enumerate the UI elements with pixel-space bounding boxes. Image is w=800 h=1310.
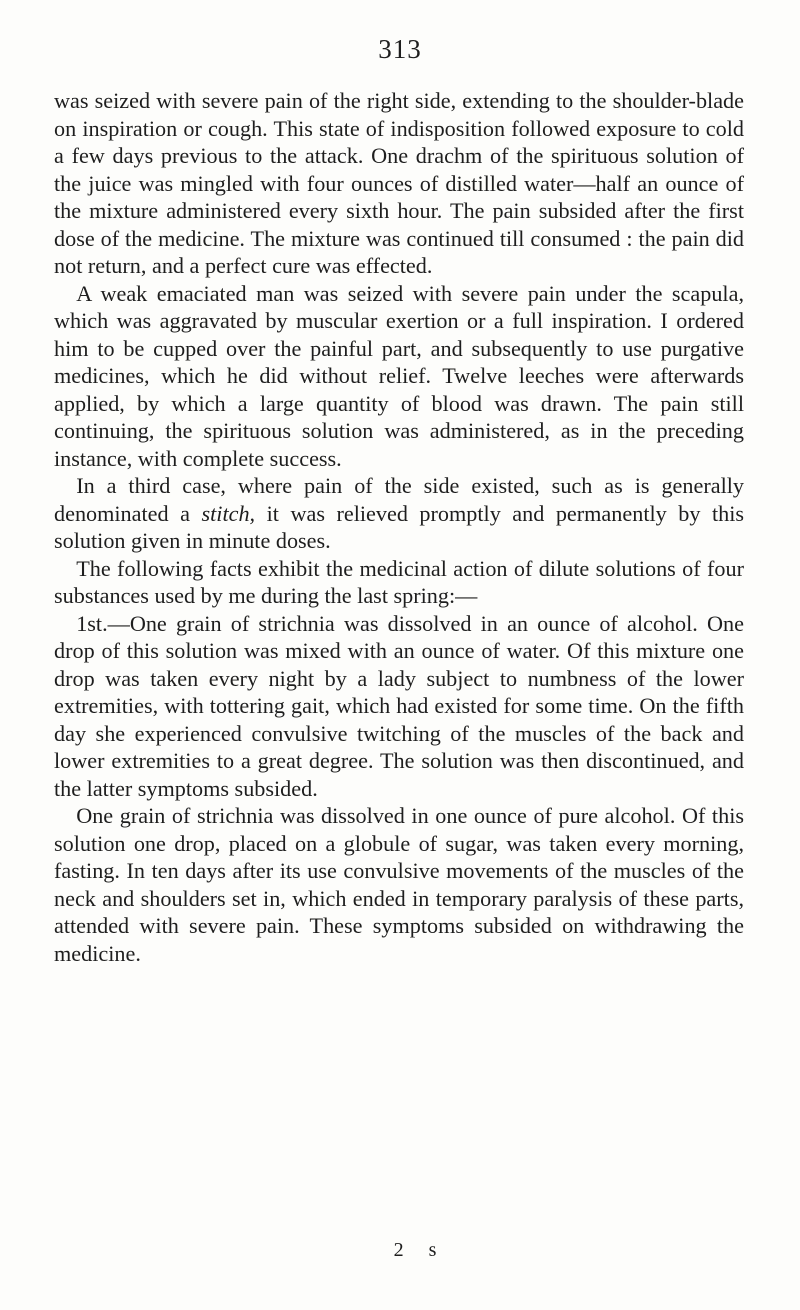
page-number: 313 [378, 34, 422, 64]
paragraph [54, 280, 744, 473]
paragraph-text: The following facts exhibit the medicinal action of dilute solutions of four substances used by me during the last spring:— [54, 555, 744, 608]
paragraph-text: One grain of strichnia was dissolved in one ounce of pure alcohol. Of this solution one drop, placed on a globule of sugar, was taken every morning, fasting. In ten days after its use convulsive movements of the muscles of the neck and shoulders set in, which ended in temporary paralysis of these parts, attended with severe pain. These symptoms subsided on withdrawing the medicine. [54, 803, 744, 966]
paragraph [54, 87, 744, 280]
paragraph-text: A weak emaciated man was seized with severe pain under the scapula, which was aggravated by muscular exertion or a full inspiration. I ordered him to be cupped over the painful part, and subsequently to use purgative medicines, which he did without relief. Twelve leeches were afterwards applied, by which a large quantity of blood was drawn. The pain still continuing, the spirituous solution was administered, as in the preceding instance, with complete success. [54, 280, 744, 471]
body-text [54, 87, 744, 967]
paragraph-text: In a third case, where pain of the side existed, such as is generally denominated a [54, 473, 744, 526]
signature-mark: 2 s [393, 1239, 447, 1261]
paragraph [54, 610, 744, 803]
paragraph-text: 1st.—One grain of strichnia was dissolved in an ounce of alcohol. One drop of this solution was mixed with an ounce of water. Of this mixture one drop was taken every night by a lady subject to numbness of the lower extremities, with tottering gait, which had existed for some time. On the fifth day she experienced convulsive twitching of the muscles of the back and lower extremities to a great degree. The solution was then discontinued, and the latter symptoms subsided. [54, 610, 744, 801]
paragraph-text: it was relieved promptly and permanently by this solution given in minute doses. [54, 500, 745, 553]
italic-term: stitch, [201, 500, 256, 526]
paragraph-text: was seized with severe pain of the right side, extending to the shoulder-blade on inspiration or cough. This state of indisposition followed exposure to cold a few days previous to the attack. One drachm of the spirituous solution of the juice was mingled with four ounces of distilled water—half an ounce of the mixture administered every sixth hour. The pain subsided after the first dose of the medicine. The mixture was continued till consumed : the pain did not return, and a perfect cure was effected. [54, 88, 744, 278]
paragraph [54, 472, 744, 555]
paragraph [54, 802, 744, 967]
paragraph [54, 555, 744, 610]
